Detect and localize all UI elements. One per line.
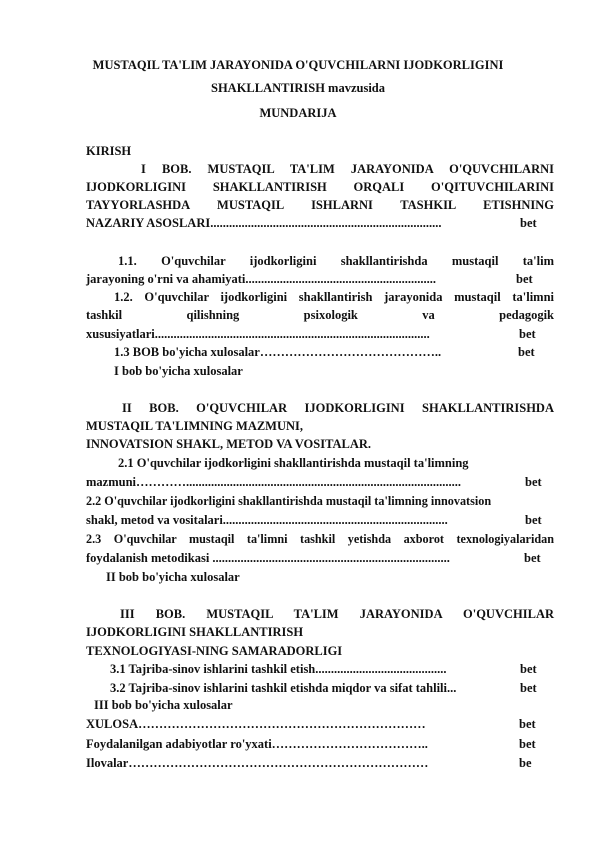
- toc-appendices-page: be: [519, 756, 532, 770]
- toc-section-2-3-line-1: 2.3 O'quvchilar mustaqil ta'limni tashkil yetishda axborot texnologiyalaridan: [86, 532, 554, 546]
- toc-chapter-3-line-3: TEXNOLOGIYASI-NING SAMARADORLIGI: [86, 644, 343, 658]
- document-title-line-1: MUSTAQIL TA'LIM JARAYONIDA O'QUVCHILARNI IJODKORLIGINI: [92, 58, 504, 72]
- toc-section-1-1-line-2: jarayoning o'rni va ahamiyati.............................................................: [86, 272, 437, 286]
- toc-references-page: bet: [519, 737, 536, 751]
- toc-section-2-3-page: bet: [524, 551, 541, 565]
- toc-chapter-3-line-1: III BOB. MUSTAQIL TA'LIM JARAYONIDA O'QUVCHILAR: [120, 607, 554, 621]
- toc-section-2-1-page: bet: [525, 475, 542, 489]
- toc-chapter-2-line-3: INNOVATSION SHAKL, METOD VA VOSITALAR.: [86, 437, 372, 451]
- toc-chapter-2-summary: II bob bo'yicha xulosalar: [106, 570, 240, 584]
- toc-chapter-3-line-2: IJODKORLIGINI SHAKLLANTIRISH: [86, 625, 304, 639]
- contents-heading: MUNDARIJA: [259, 106, 337, 120]
- toc-section-1-2-line-3: xususiyatlari........................................................................................: [86, 327, 430, 341]
- toc-section-3-1: 3.1 Tajriba-sinov ishlarini tashkil etish..........................................: [110, 662, 447, 676]
- toc-chapter-1-line-3: TAYYORLASHDA MUSTAQIL ISHLARNI TASHKIL ETISHNING: [86, 198, 554, 212]
- toc-conclusion-page: bet: [519, 717, 536, 731]
- toc-section-2-1-line-2: mazmuni…………........................................................................................: [86, 475, 461, 489]
- toc-section-1-3: 1.3 BOB bo'yicha xulosalar……………………………………..: [114, 345, 442, 359]
- toc-chapter-1-line-1: I BOB. MUSTAQIL TA'LIM JARAYONIDA O'QUVCHILARNI: [141, 162, 554, 176]
- toc-section-3-2-page: bet: [520, 681, 537, 695]
- toc-section-2-3-line-2: foydalanish metodikasi ............................................................................: [86, 551, 450, 565]
- toc-section-2-2-line-2: shakl, metod va vositalari........................................................................: [86, 513, 448, 527]
- toc-section-1-3-page: bet: [518, 345, 535, 359]
- toc-chapter-1-line-4: NAZARIY ASOSLARI..........................................................................: [86, 216, 442, 230]
- toc-section-1-1-page: bet: [516, 272, 533, 286]
- toc-chapter-1-line-2: IJODKORLIGINI SHAKLLANTIRISH ORQALI O'QITUVCHILARINI: [86, 180, 554, 194]
- toc-section-2-1-line-1: 2.1 O'quvchilar ijodkorligini shakllantirishda mustaqil ta'limning: [118, 456, 469, 470]
- toc-chapter-3-summary: III bob bo'yicha xulosalar: [94, 698, 233, 712]
- toc-section-2-2-page: bet: [525, 513, 542, 527]
- toc-section-1-2-line-1: 1.2. O'quvchilar ijodkorligini shakllantirish jarayonida mustaqil ta'limni: [114, 290, 554, 304]
- document-title-line-2: SHAKLLANTIRISH mavzusida: [211, 81, 385, 95]
- toc-section-1-2-line-2: tashkil qilishning psixologik va pedagogik: [86, 308, 554, 322]
- toc-conclusion: XULOSA……………………………………………………………: [86, 717, 426, 731]
- toc-chapter-2-line-1: II BOB. O'QUVCHILAR IJODKORLIGINI SHAKLLANTIRISHDA: [122, 401, 554, 415]
- toc-section-3-1-page: bet: [520, 662, 537, 676]
- toc-section-1-2-page: bet: [519, 327, 536, 341]
- toc-chapter-1-summary: I bob bo'yicha xulosalar: [114, 364, 243, 378]
- toc-section-1-1-line-1: 1.1. O'quvchilar ijodkorligini shakllantirishda mustaqil ta'lim: [118, 254, 554, 268]
- toc-references: Foydalanilgan adabiyotlar ro'yxati………………………………..: [86, 737, 428, 751]
- toc-chapter-2-line-2: MUSTAQIL TA'LIMNING MAZMUNI,: [86, 419, 304, 433]
- toc-intro: KIRISH: [86, 144, 132, 158]
- toc-chapter-1-page: bet: [520, 216, 537, 230]
- toc-section-3-2: 3.2 Tajriba-sinov ishlarini tashkil etishda miqdor va sifat tahlili...: [110, 681, 457, 695]
- toc-section-2-2-line-1: 2.2 O'quvchilar ijodkorligini shakllantirishda mustaqil ta'limning innovatsion: [86, 494, 492, 508]
- toc-appendices: Ilovalar………………………………………………………………: [86, 756, 429, 770]
